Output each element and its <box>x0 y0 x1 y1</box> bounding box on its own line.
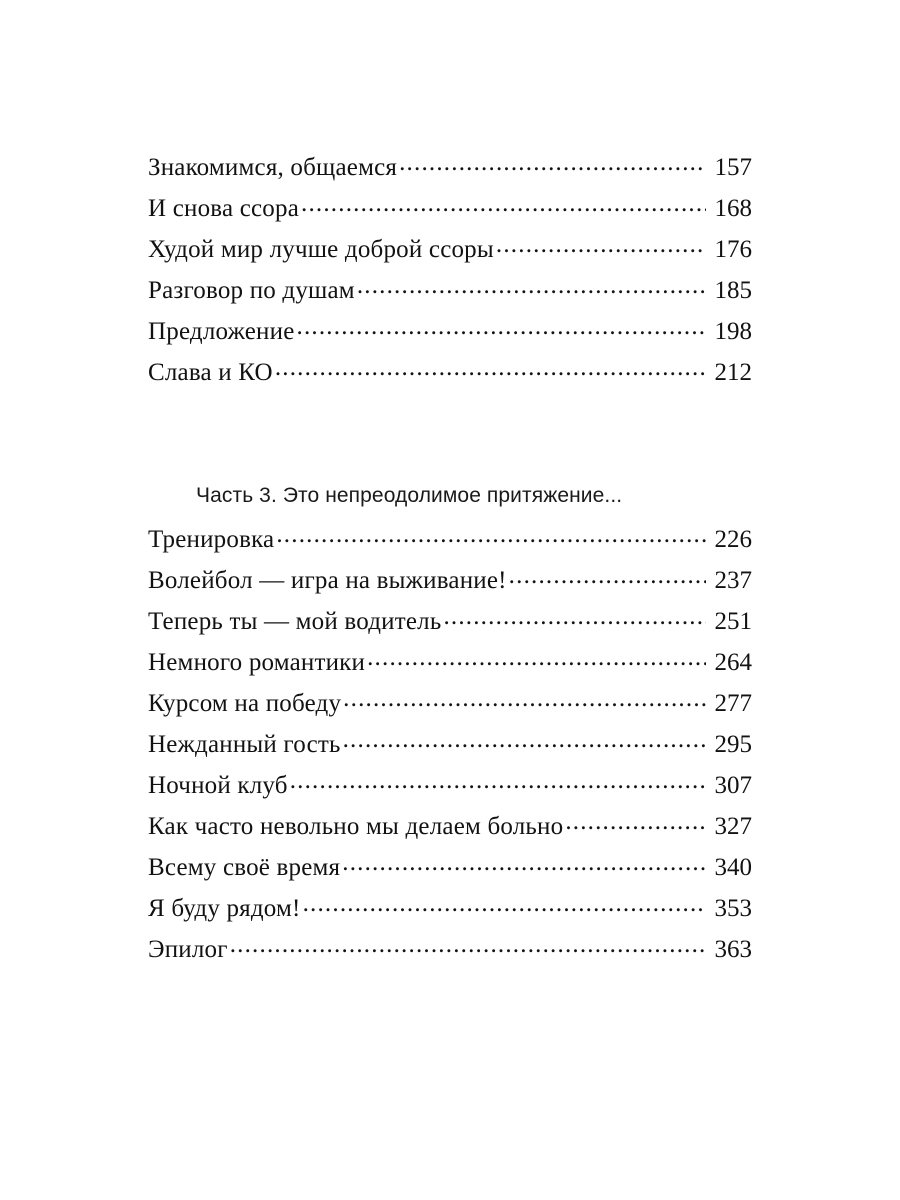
section-spacer <box>148 396 752 484</box>
toc-entry-page: 226 <box>714 526 752 553</box>
toc-entry-page: 157 <box>714 154 752 181</box>
toc-entry-title: Всему своё время <box>148 854 341 881</box>
toc-entry-page: 198 <box>714 318 752 345</box>
toc-entry-title: Немного романтики <box>148 649 366 676</box>
toc-entry-title: Слава и КО <box>148 359 273 386</box>
toc-entry-title: Теперь ты — мой водитель <box>148 608 442 635</box>
toc-entry-page: 295 <box>714 731 752 758</box>
toc-entry-title: Знакомимся, общаемся <box>148 154 398 181</box>
toc-entry[interactable] <box>148 809 752 850</box>
toc-entry[interactable] <box>148 850 752 891</box>
toc-leader-dots <box>275 355 706 380</box>
toc-leader-dots <box>399 150 706 175</box>
toc-entry[interactable] <box>148 314 752 355</box>
toc-leader-dots <box>343 727 706 752</box>
toc-leader-dots <box>297 314 707 339</box>
toc-entry-page: 237 <box>714 567 752 594</box>
toc-leader-dots <box>367 645 706 670</box>
toc-leader-dots <box>565 809 706 834</box>
toc-entry[interactable] <box>148 768 752 809</box>
toc-entry-page: 363 <box>714 936 752 963</box>
toc-leader-dots <box>509 563 706 588</box>
toc-entry-page: 176 <box>714 236 752 263</box>
toc-leader-dots <box>357 273 706 298</box>
toc-entry[interactable] <box>148 191 752 232</box>
toc-entry-title: Курсом на победу <box>148 690 342 717</box>
toc-entry-title: Предложение <box>148 318 295 345</box>
toc-entry-title: Тренировка <box>148 526 275 553</box>
toc-entry-page: 327 <box>714 813 752 840</box>
toc-entry[interactable] <box>148 932 752 973</box>
toc-leader-dots <box>303 891 706 916</box>
toc-entry[interactable] <box>148 232 752 273</box>
toc-entry[interactable] <box>148 150 752 191</box>
toc-entry-page: 185 <box>714 277 752 304</box>
toc-entry[interactable] <box>148 604 752 645</box>
toc-entry-page: 353 <box>714 895 752 922</box>
toc-entry-title: Волейбол — игра на выживание! <box>148 567 507 594</box>
toc-entry-title: Эпилог <box>148 936 228 963</box>
toc-section-heading: Часть 3. Это непреодолимое притяжение... <box>196 484 623 507</box>
toc-entry-page: 340 <box>714 854 752 881</box>
toc-leader-dots <box>301 191 706 216</box>
toc-leader-dots <box>342 850 706 875</box>
toc-entry-page: 212 <box>714 359 752 386</box>
toc-entry[interactable] <box>148 686 752 727</box>
toc-entry-title: Худой мир лучше доброй ссоры <box>148 236 494 263</box>
toc-entry[interactable] <box>148 891 752 932</box>
toc-entry-title: Как часто невольно мы делаем больно <box>148 813 564 840</box>
toc-group-part2-continued <box>148 150 752 396</box>
toc-entry-page: 307 <box>714 772 752 799</box>
toc-entry-title: Разговор по душам <box>148 277 355 304</box>
toc-entry-title: Ночной клуб <box>148 772 288 799</box>
toc-leader-dots <box>343 686 706 711</box>
toc-leader-dots <box>276 522 706 547</box>
toc-leader-dots <box>230 932 706 957</box>
toc-entry-page: 277 <box>714 690 752 717</box>
toc-entry-page: 168 <box>714 195 752 222</box>
toc-entry-page: 251 <box>714 608 752 635</box>
toc-leader-dots <box>443 604 706 629</box>
toc-entry-title: Я буду рядом! <box>148 895 301 922</box>
toc-group-part3 <box>148 484 752 973</box>
toc-entry-title: И снова ссора <box>148 195 299 222</box>
table-of-contents <box>148 150 752 973</box>
toc-entry[interactable] <box>148 273 752 314</box>
toc-leader-dots <box>496 232 706 257</box>
toc-entry[interactable] <box>148 522 752 563</box>
toc-entry[interactable] <box>148 645 752 686</box>
toc-leader-dots <box>290 768 706 793</box>
toc-entry[interactable] <box>148 727 752 768</box>
toc-entry-title: Нежданный гость <box>148 731 341 758</box>
toc-entry[interactable] <box>148 563 752 604</box>
toc-entry-page: 264 <box>714 649 752 676</box>
toc-entry[interactable] <box>148 355 752 396</box>
